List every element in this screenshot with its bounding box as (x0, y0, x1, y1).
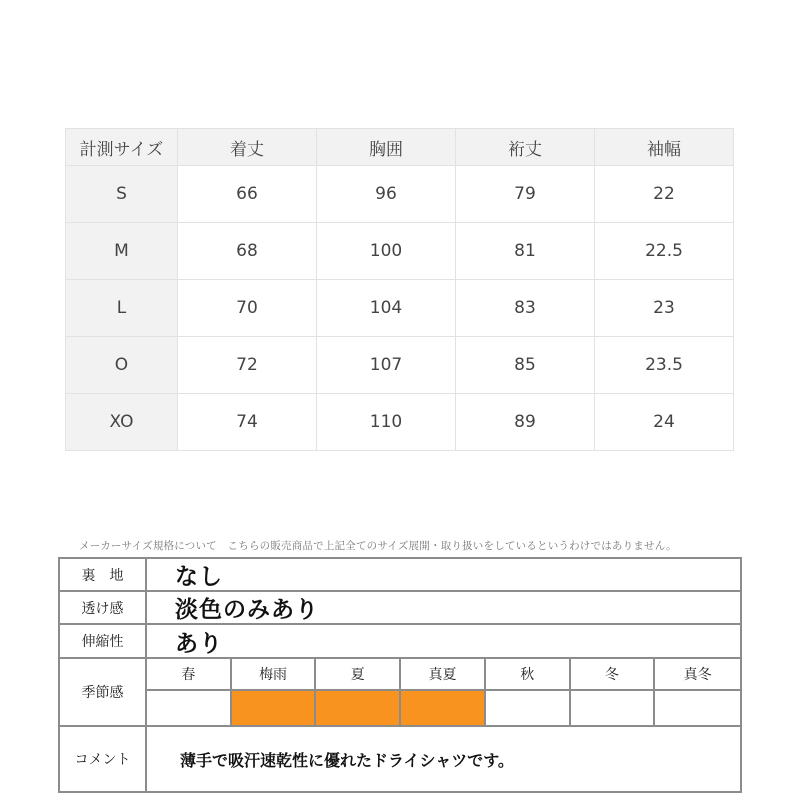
table-cell: 70 (178, 280, 317, 337)
size-table-header-row (66, 129, 734, 166)
table-cell: 22.5 (595, 223, 734, 280)
table-row (66, 223, 734, 280)
spec-row-comment (60, 727, 740, 791)
season-indicator (655, 691, 740, 725)
table-row (66, 394, 734, 451)
season-label: 季節感 (60, 659, 147, 725)
header-sleeve-length: 裄丈 (456, 129, 595, 166)
size-label: L (66, 280, 178, 337)
season-indicator (147, 691, 232, 725)
season-header: 冬 (571, 659, 656, 691)
season-header: 真夏 (401, 659, 486, 691)
comment-value: 薄手で吸汗速乾性に優れたドライシャツです。 (180, 750, 514, 770)
table-cell: 96 (317, 166, 456, 223)
season-indicator (401, 691, 486, 725)
season-header: 秋 (486, 659, 571, 691)
table-row (66, 337, 734, 394)
table-cell: 23.5 (595, 337, 734, 394)
table-cell: 72 (178, 337, 317, 394)
table-cell: 107 (317, 337, 456, 394)
stretch-value: あり (175, 630, 223, 657)
spec-row-sheer (60, 592, 740, 625)
season-header: 夏 (316, 659, 401, 691)
season-header: 真冬 (655, 659, 740, 691)
lining-label: 裏 地 (60, 559, 147, 590)
season-indicator (571, 691, 656, 725)
comment-label: コメント (60, 727, 147, 791)
table-cell: 79 (456, 166, 595, 223)
sheer-label: 透け感 (60, 592, 147, 623)
season-header: 春 (147, 659, 232, 691)
header-length: 着丈 (178, 129, 317, 166)
lining-value: なし (175, 564, 223, 590)
header-size: 計測サイズ (66, 129, 178, 166)
table-cell: 24 (595, 394, 734, 451)
table-cell: 89 (456, 394, 595, 451)
spec-row-lining (60, 559, 740, 592)
table-cell: 23 (595, 280, 734, 337)
size-label: XO (66, 394, 178, 451)
size-label: O (66, 337, 178, 394)
size-label: M (66, 223, 178, 280)
header-chest: 胸囲 (317, 129, 456, 166)
header-sleeve-width: 袖幅 (595, 129, 734, 166)
table-cell: 85 (456, 337, 595, 394)
table-row (66, 280, 734, 337)
stretch-label: 伸縮性 (60, 625, 147, 657)
season-indicator (232, 691, 317, 725)
season-indicator (316, 691, 401, 725)
table-cell: 22 (595, 166, 734, 223)
size-label: S (66, 166, 178, 223)
table-cell: 68 (178, 223, 317, 280)
table-cell: 110 (317, 394, 456, 451)
table-cell: 66 (178, 166, 317, 223)
spec-row-stretch (60, 625, 740, 659)
size-table (65, 128, 734, 451)
table-cell: 74 (178, 394, 317, 451)
season-header: 梅雨 (232, 659, 317, 691)
table-cell: 81 (456, 223, 595, 280)
season-indicator (486, 691, 571, 725)
spec-row-season (60, 659, 740, 727)
size-note: メーカーサイズ規格について こちらの販売商品で上記全てのサイズ展開・取り扱いをしているというわけではありません。 (79, 540, 677, 552)
sheer-value: 淡色のみあり (175, 597, 319, 623)
table-cell: 104 (317, 280, 456, 337)
table-cell: 83 (456, 280, 595, 337)
table-cell: 100 (317, 223, 456, 280)
spec-table (58, 557, 742, 793)
table-row (66, 166, 734, 223)
season-grid (147, 659, 740, 725)
